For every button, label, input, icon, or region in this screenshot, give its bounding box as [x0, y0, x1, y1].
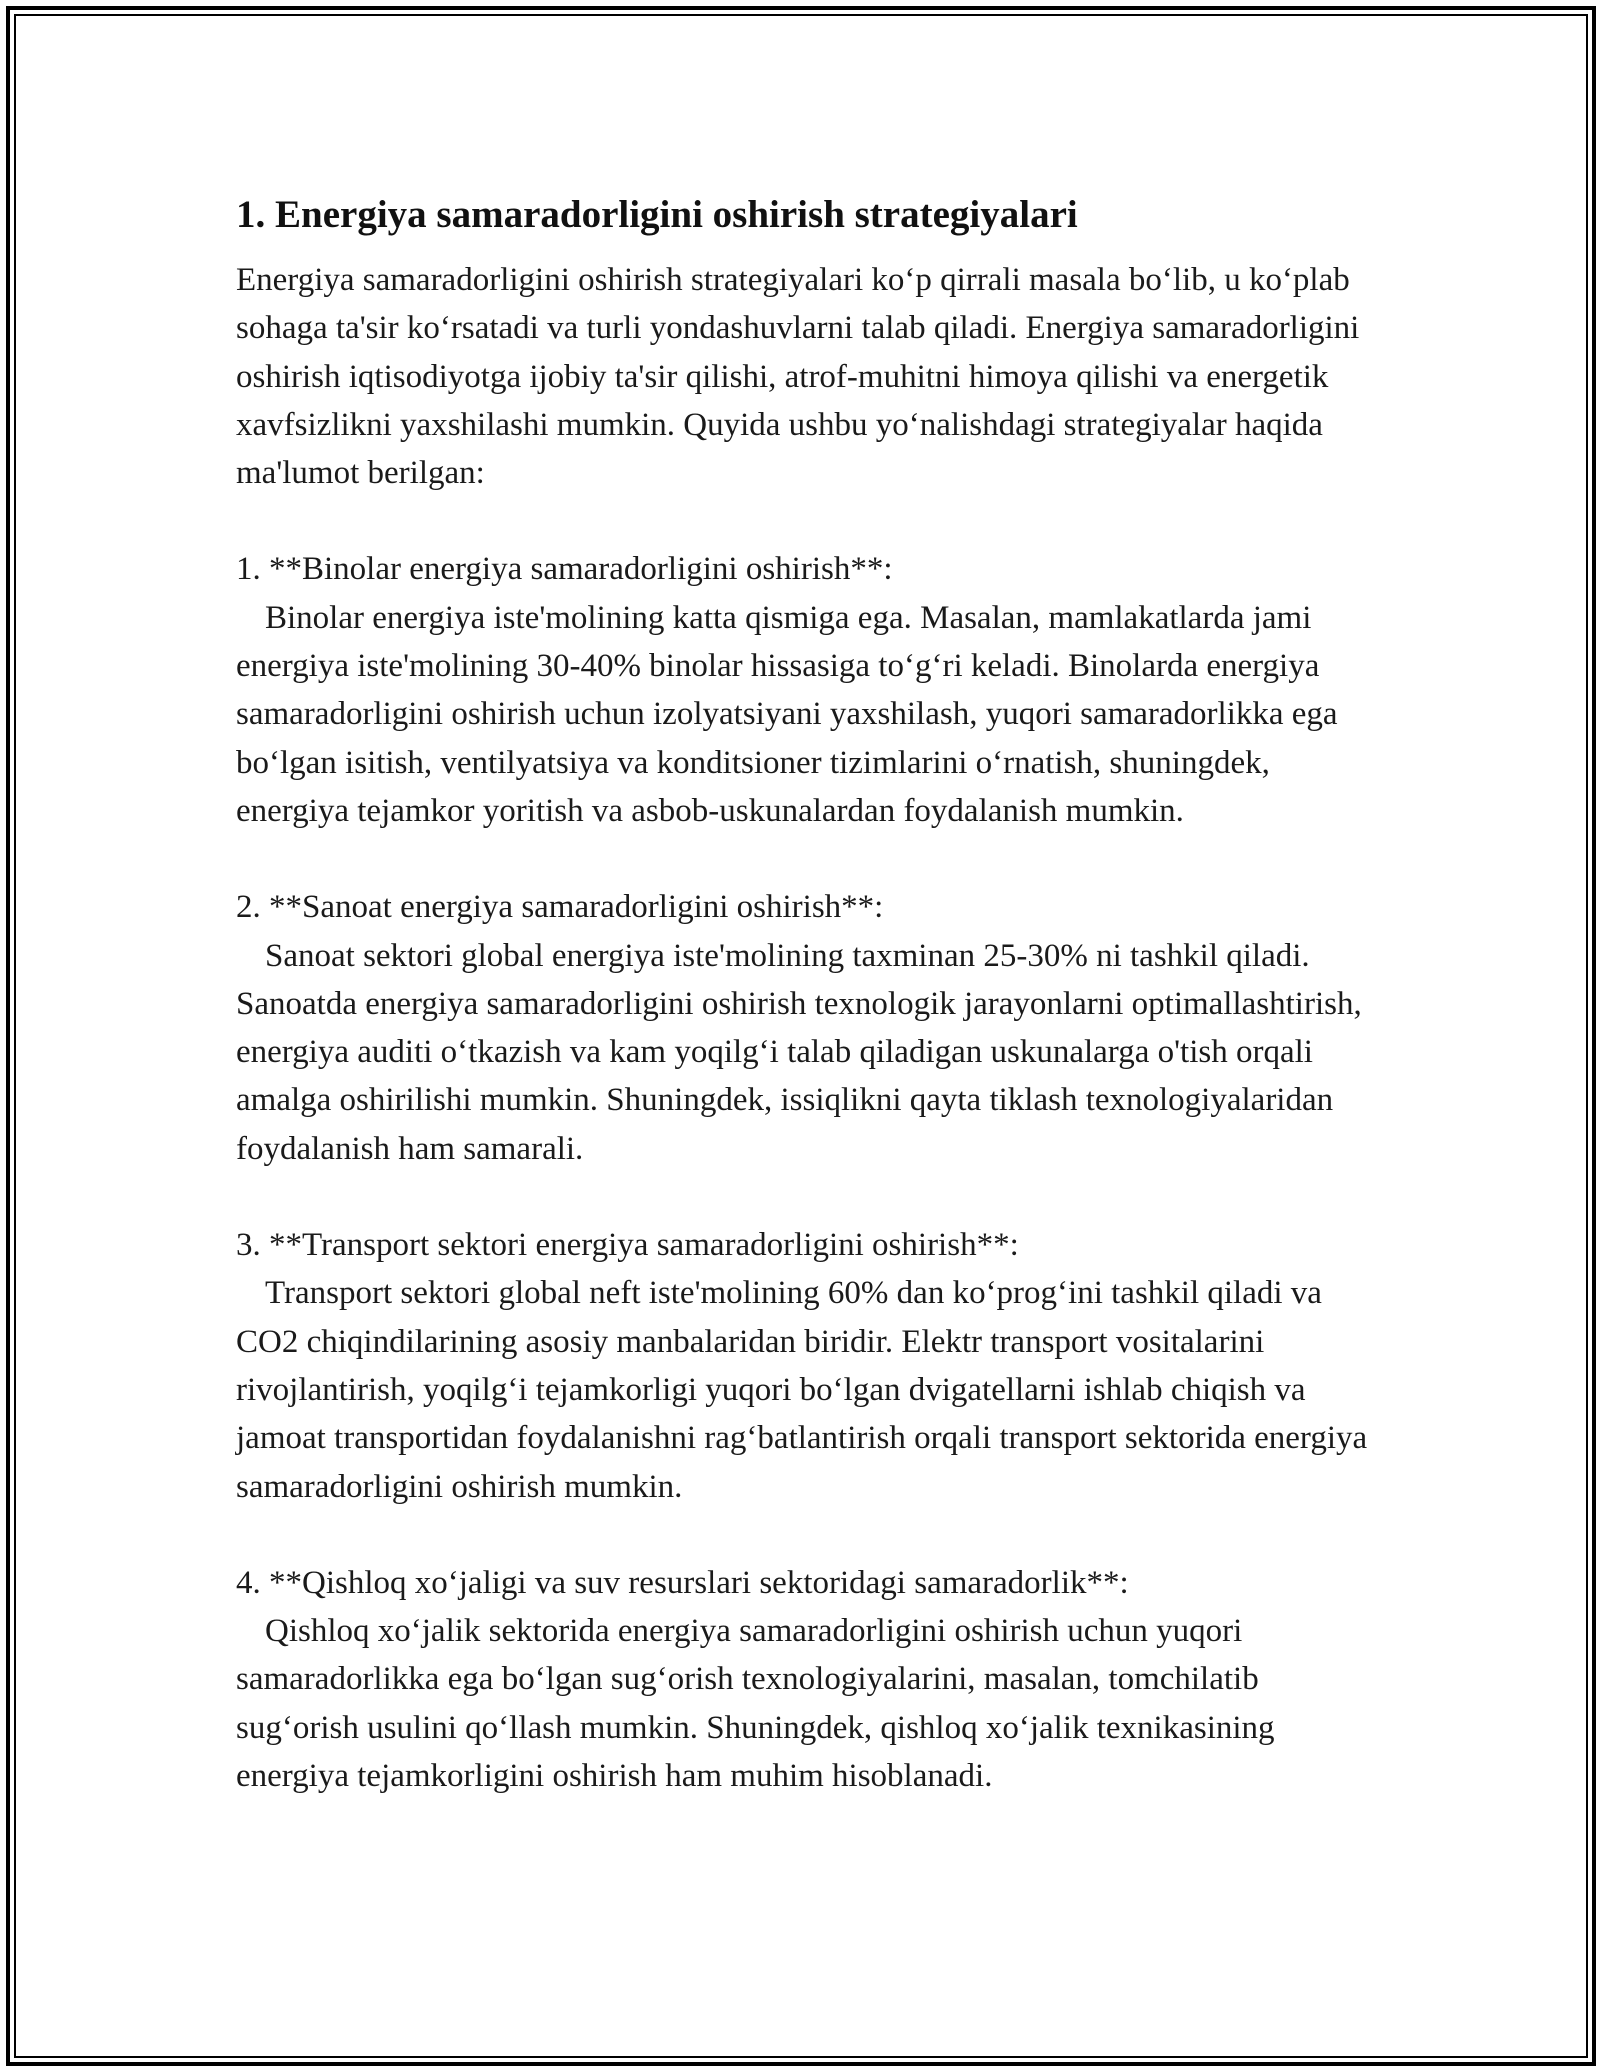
- section-heading: 1. **Binolar energiya samaradorligini oshirish**:: [236, 551, 893, 588]
- section-body: Sanoat sektori global energiya iste'molining taxminan 25-30% ni tashkil qiladi. Sanoatda energiya samaradorligini oshirish texnologik jarayonlarni optimallashtirish, energiya auditi o‘tkazish va kam yoqilg‘i talab qiladigan uskunalarga o'tish orqali amalga oshirilishi mumkin. Shuningdek, issiqlikni qayta tiklash texnologiyalaridan foydalanish ham samarali.: [236, 937, 1362, 1167]
- section-heading: 2. **Sanoat energiya samaradorligini oshirish**:: [236, 889, 884, 926]
- section-heading: 4. **Qishloq xo‘jaligi va suv resurslari sektoridagi samaradorlik**:: [236, 1564, 1129, 1601]
- section-agriculture: [236, 1559, 1386, 1800]
- document-title: 1. Energiya samaradorligini oshirish strategiyalari: [236, 193, 1078, 236]
- section-buildings: [236, 545, 1386, 835]
- section-body: Transport sektori global neft iste'molining 60% dan ko‘prog‘ini tashkil qiladi va CO2 chiqindilarining asosiy manbalaridan biridir. Elektr transport vositalarini rivojlantirish, yoqilg‘i tejamkorligi yuqori bo‘lgan dvigatellarni ishlab chiqish va jamoat transportidan foydalanishni rag‘batlantirish orqali transport sektorida energiya samaradorligini oshirish mumkin.: [236, 1275, 1368, 1505]
- intro-paragraph: Energiya samaradorligini oshirish strategiyalari ko‘p qirrali masala bo‘lib, u ko‘plab sohaga ta'sir ko‘rsatadi va turli yondashuvlarni talab qiladi. Energiya samaradorligini oshirish iqtisodiyotga ijobiy ta'sir qilishi, atrof-muhitni himoya qilishi va energetik xavfsizlikni yaxshilashi mumkin. Quyida ushbu yo‘nalishdagi strategiyalar haqida ma'lumot berilgan:: [236, 262, 1360, 492]
- section-body: Binolar energiya iste'molining katta qismiga ega. Masalan, mamlakatlarda jami energiya iste'molining 30-40% binolar hissasiga to‘g‘ri keladi. Binolarda energiya samaradorligini oshirish uchun izolyatsiyani yaxshilash, yuqori samaradorlikka ega bo‘lgan isitish, ventilyatsiya va konditsioner tizimlarini o‘rnatish, shuningdek, energiya tejamkor yoritish va asbob-uskunalardan foydalanish mumkin.: [236, 599, 1338, 829]
- section-heading: 3. **Transport sektori energiya samaradorligini oshirish**:: [236, 1227, 1019, 1264]
- section-industry: [236, 883, 1386, 1173]
- section-body: Qishloq xo‘jalik sektorida energiya samaradorligini oshirish uchun yuqori samaradorlikka ega bo‘lgan sug‘orish texnologiyalarini, masalan, tomchilatib sug‘orish usulini qo‘llash mumkin. Shuningdek, qishloq xo‘jalik texnikasining energiya tejamkorligini oshirish ham muhim hisoblanadi.: [236, 1613, 1275, 1795]
- section-transport: [236, 1221, 1386, 1511]
- document-body: [236, 188, 1386, 1800]
